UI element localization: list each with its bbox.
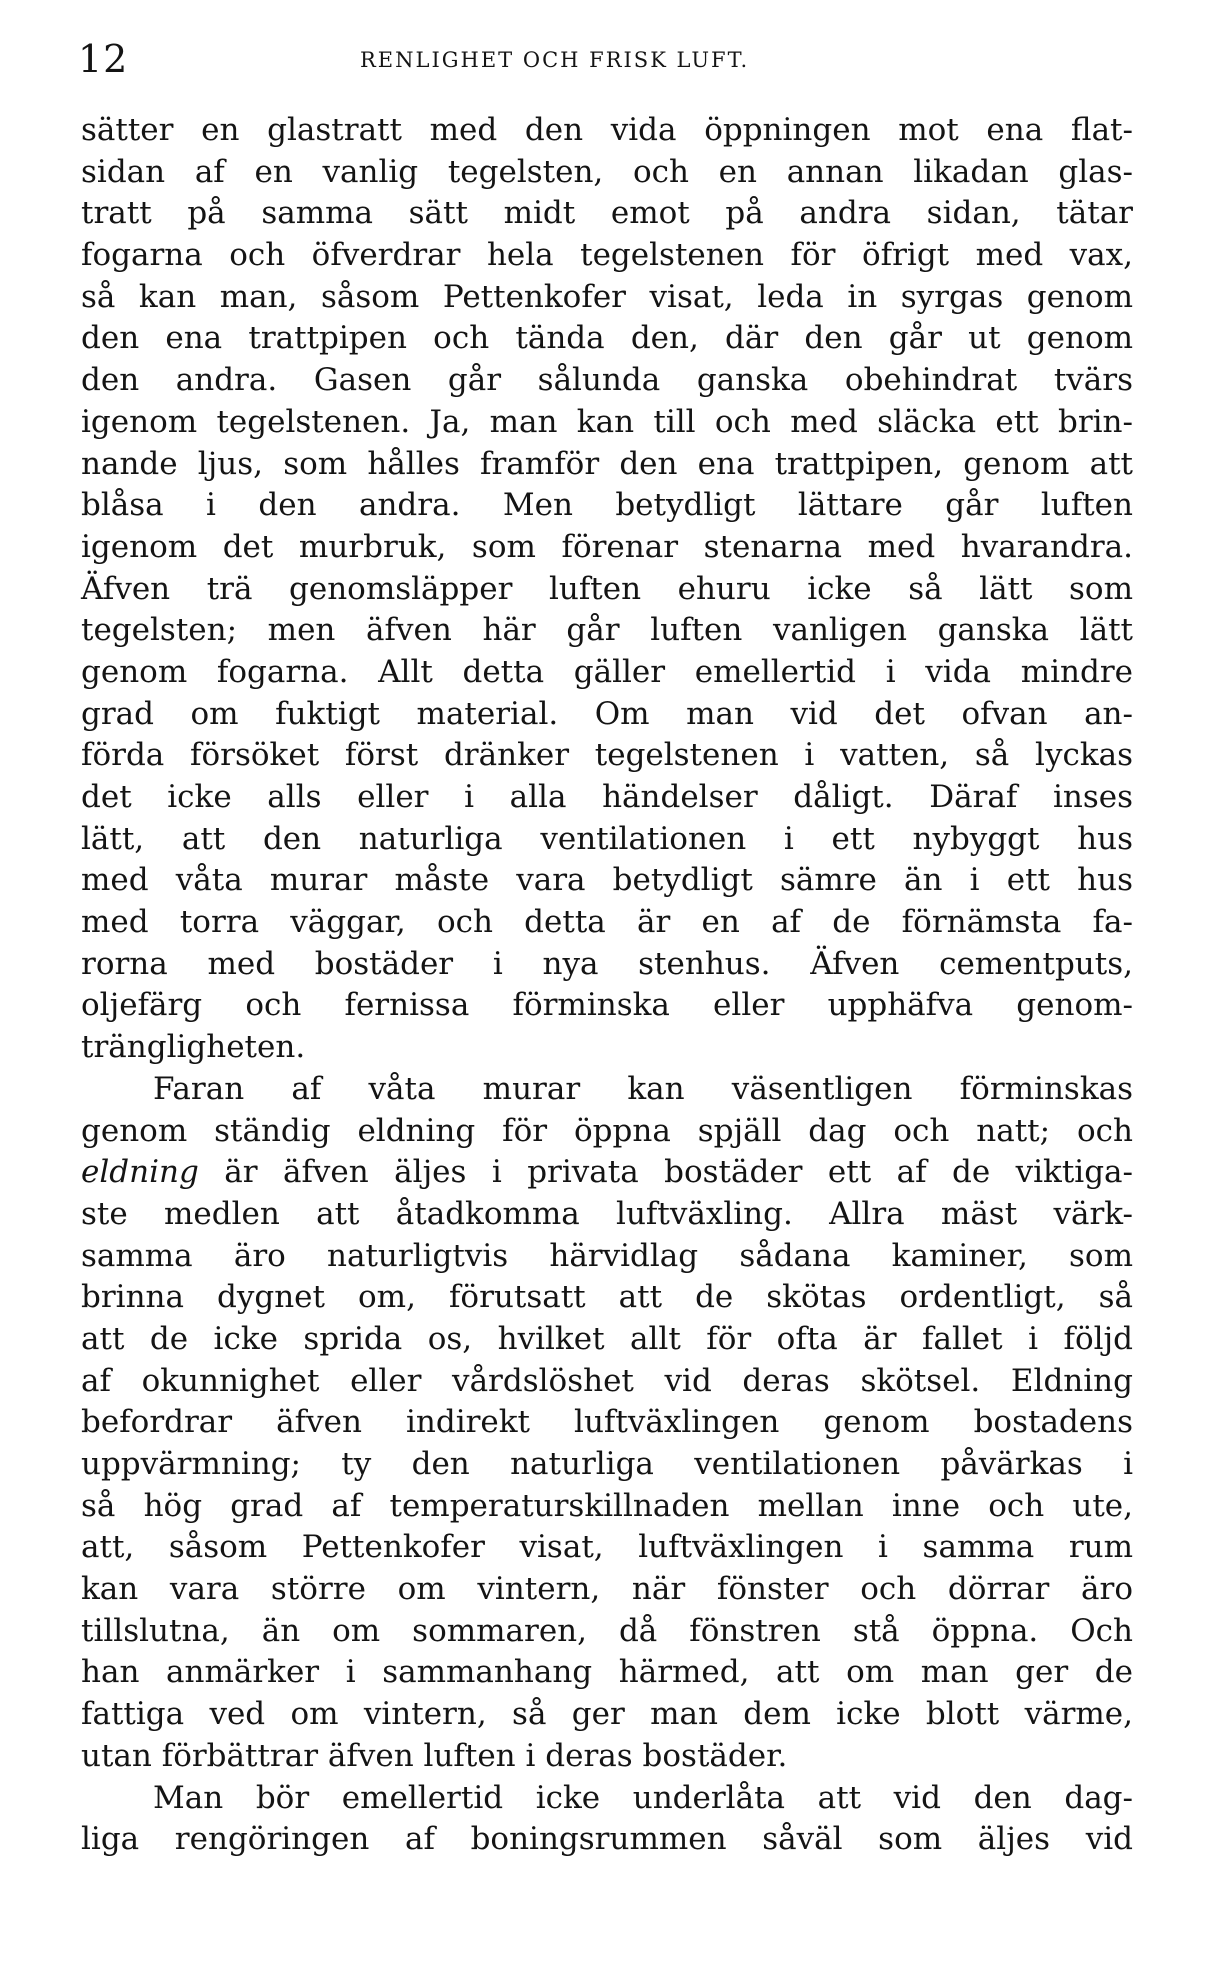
text-line: igenom tegelstenen. Ja, man kan till och med släcka ett brin-	[81, 403, 1133, 440]
text-line-paragraph-end: trängligheten.	[81, 1029, 306, 1066]
text-line-rest: är äfven äljes i privata bostäder ett af de viktiga-	[224, 1154, 1133, 1191]
text-line: sätter en glastratt med den vida öppningen mot ena flat-	[81, 112, 1133, 148]
text-line: genom ständig eldning för öppna spjäll dag och natt; och	[81, 1112, 1133, 1149]
text-line: grad om fuktigt material. Om man vid det ofvan an-	[81, 695, 1133, 732]
text-line: lätt, att den naturliga ventilationen i ett nybyggt hus	[81, 820, 1133, 857]
text-line: tegelsten; men äfven här går luften vanligen ganska lätt	[81, 612, 1133, 649]
text-line: han anmärker i sammanhang härmed, att om man ger de	[81, 1654, 1133, 1691]
text-line: samma äro naturligtvis härvidlag sådana kaminer, som	[81, 1237, 1133, 1274]
text-line: så kan man, såsom Pettenkofer visat, leda in syrgas genom	[81, 278, 1133, 315]
text-line-with-emphasis	[81, 1152, 1133, 1194]
text-line: med torra väggar, och detta är en af de förnämsta fa-	[81, 904, 1133, 941]
page-number: 12	[78, 37, 129, 81]
running-head: RENLIGHET OCH FRISK LUFT.	[360, 48, 750, 72]
text-line: liga rengöringen af boningsrummen såväl som äljes vid	[81, 1821, 1133, 1858]
text-line: igenom det murbruk, som förenar stenarna med hvarandra.	[81, 528, 1133, 565]
text-line: sidan af en vanlig tegelsten, och en annan likadan glas-	[81, 153, 1133, 190]
body-text	[81, 110, 1133, 1861]
text-line: genom fogarna. Allt detta gäller emellertid i vida mindre	[81, 653, 1133, 690]
text-line: den andra. Gasen går sålunda ganska obehindrat tvärs	[81, 362, 1133, 399]
text-line: det icke alls eller i alla händelser dåligt. Däraf inses	[81, 779, 1133, 815]
text-line: så hög grad af temperaturskillnaden mellan inne och ute,	[81, 1487, 1133, 1524]
text-line: förda försöket först dränker tegelstenen i vatten, så lyckas	[81, 737, 1133, 774]
text-line: kan vara större om vintern, när fönster och dörrar äro	[81, 1571, 1133, 1608]
text-line: Äfven trä genomsläpper luften ehuru icke så lätt som	[81, 570, 1133, 607]
text-line: rorna med bostäder i nya stenhus. Äfven cementputs,	[81, 945, 1133, 982]
text-line: med våta murar måste vara betydligt sämre än i ett hus	[81, 862, 1133, 899]
text-line: af okunnighet eller vårdslöshet vid deras skötsel. Eldning	[81, 1362, 1133, 1399]
text-line: uppvärmning; ty den naturliga ventilationen påvärkas i	[81, 1446, 1133, 1482]
italic-word: eldning	[81, 1154, 199, 1191]
text-line: befordrar äfven indirekt luftväxlingen genom bostadens	[81, 1404, 1133, 1441]
text-line: fogarna och öfverdrar hela tegelstenen för öfrigt med vax,	[81, 237, 1133, 274]
text-line: tratt på samma sätt midt emot på andra sidan, tätar	[81, 195, 1133, 232]
text-line: att, såsom Pettenkofer visat, luftväxlingen i samma rum	[81, 1529, 1133, 1566]
text-line: tillslutna, än om sommaren, då fönstren stå öppna. Och	[81, 1612, 1133, 1649]
text-line: oljefärg och fernissa förminska eller upphäfva genom-	[81, 987, 1133, 1024]
text-line: blåsa i den andra. Men betydligt lättare går luften	[81, 487, 1133, 524]
text-line: den ena trattpipen och tända den, där den går ut genom	[81, 320, 1133, 357]
text-line-paragraph-start: Man bör emellertid icke underlåta att vid den dag-	[153, 1779, 1133, 1816]
text-line-paragraph-start: Faran af våta murar kan väsentligen förminskas	[153, 1070, 1133, 1107]
text-line: fattiga ved om vintern, så ger man dem icke blott värme,	[81, 1696, 1133, 1733]
text-line: nande ljus, som hålles framför den ena trattpipen, genom att	[81, 445, 1133, 482]
text-line: ste medlen att åtadkomma luftväxling. Allra mäst värk-	[81, 1195, 1133, 1232]
text-line: brinna dygnet om, förutsatt att de skötas ordentligt, så	[81, 1279, 1133, 1316]
text-line-paragraph-end: utan förbättrar äfven luften i deras bostäder.	[81, 1737, 788, 1774]
text-line: att de icke sprida os, hvilket allt för ofta är fallet i följd	[81, 1320, 1133, 1357]
